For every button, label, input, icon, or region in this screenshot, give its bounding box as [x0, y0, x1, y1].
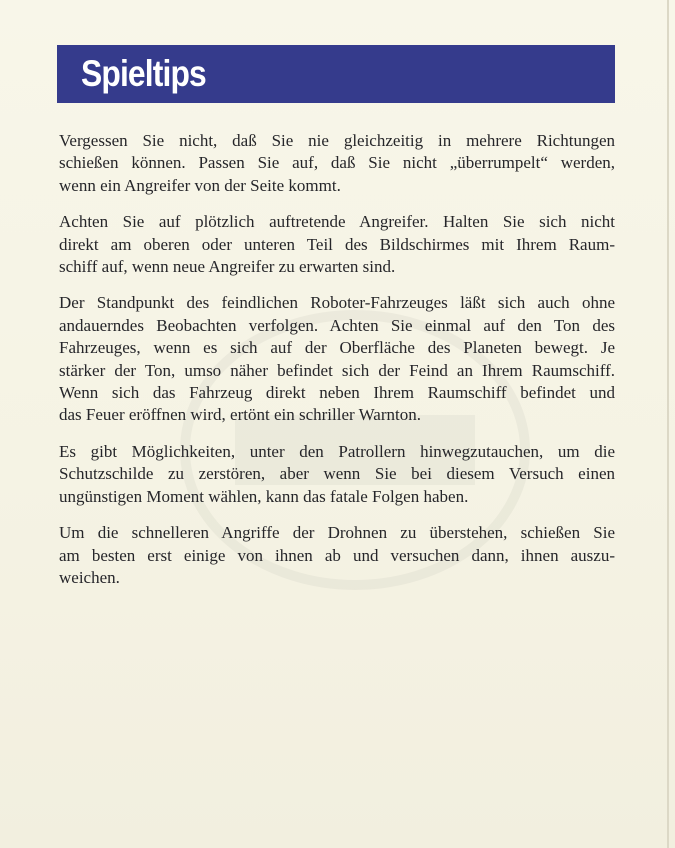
title-bar — [57, 45, 615, 103]
paragraph-1 — [59, 130, 615, 197]
text-line: am besten erst einige von ihnen ab und versuchen dann, ihnen auszu- — [59, 545, 615, 565]
text-line: Um die schnelleren Angriffe der Drohnen zu überstehen, schießen Sie — [59, 523, 615, 543]
text-line: schiff auf, wenn neue Angreifer zu erwarten sind. — [59, 257, 396, 277]
text-line: Schutzschilde zu zerstören, aber wenn Sie bei diesem Versuch einen — [59, 464, 615, 484]
text-line: Der Standpunkt des feindlichen Roboter-Fahrzeuges läßt sich auch ohne — [59, 293, 615, 313]
text-line: wenn ein Angreifer von der Seite kommt. — [59, 175, 341, 195]
text-line: Fahrzeuges, wenn es sich auf der Oberfläche des Planeten bewegt. Je — [59, 338, 615, 358]
paragraph-2 — [59, 211, 615, 278]
paragraph-5 — [59, 522, 615, 589]
body-text — [59, 130, 615, 603]
text-line: direkt am oberen oder unteren Teil des Bildschirmes mit Ihrem Raum- — [59, 234, 615, 254]
paragraph-4 — [59, 441, 615, 508]
text-line: Achten Sie auf plötzlich auftretende Angreifer. Halten Sie sich nicht — [59, 212, 615, 232]
text-line: andauerndes Beobachten verfolgen. Achten Sie einmal auf den Ton des — [59, 315, 615, 335]
text-line: Wenn sich das Fahrzeug direkt neben Ihrem Raumschiff befindet und — [59, 383, 615, 403]
text-line: schießen können. Passen Sie auf, daß Sie nicht „überrumpelt“ werden, — [59, 153, 615, 173]
text-line: weichen. — [59, 567, 120, 587]
page-title: Spieltips — [81, 53, 206, 94]
text-line: das Feuer eröffnen wird, ertönt ein schriller Warnton. — [59, 405, 421, 425]
text-line: Es gibt Möglichkeiten, unter den Patrollern hinwegzutauchen, um die — [59, 441, 615, 461]
paragraph-3 — [59, 292, 615, 426]
text-line: stärker der Ton, umso näher befindet sich der Feind an Ihrem Raumschiff. — [59, 360, 615, 380]
text-line: ungünstigen Moment wählen, kann das fatale Folgen haben. — [59, 486, 469, 506]
text-line: Vergessen Sie nicht, daß Sie nie gleichzeitig in mehrere Richtungen — [59, 131, 615, 150]
